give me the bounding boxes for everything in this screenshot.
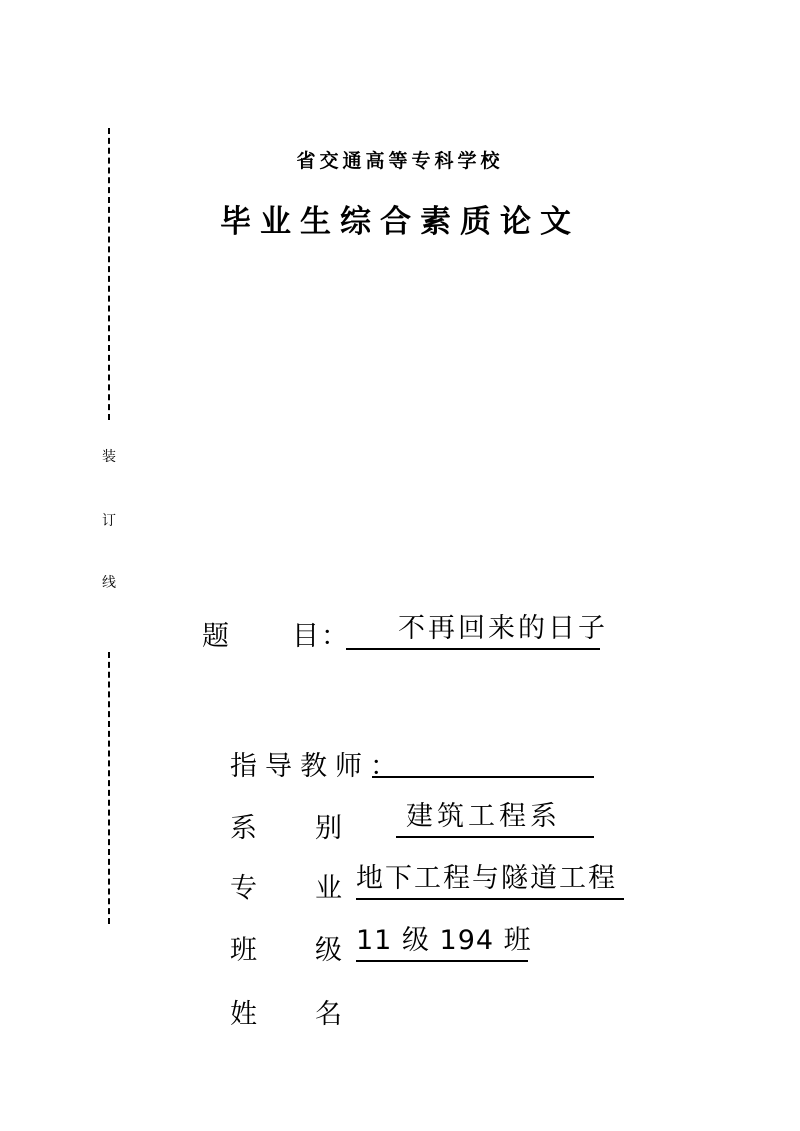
department-value: 建筑工程系 — [396, 800, 594, 838]
advisor-label: 指导教师： — [230, 751, 405, 782]
major-value: 地下工程与隧道工程 — [356, 862, 624, 900]
topic-label-first: 题 — [202, 621, 231, 652]
class-label-second: 级 — [315, 935, 344, 966]
document-title: 毕业生综合素质论文 — [220, 204, 580, 240]
class-label-first: 班 — [230, 935, 259, 966]
topic-label-second: 目： — [292, 621, 350, 652]
school-name: 省交通高等专科学校 — [296, 150, 504, 172]
class-value: 11 级 194 班 — [356, 924, 528, 962]
name-label-first: 姓 — [230, 999, 259, 1030]
major-label-second: 业 — [315, 873, 344, 904]
name-label-second: 名 — [315, 999, 344, 1030]
major-label-first: 专 — [230, 873, 259, 904]
department-label-second: 别 — [315, 813, 344, 844]
topic-value: 不再回来的日子 — [346, 612, 600, 650]
binding-char-3: 线 — [102, 575, 116, 591]
binding-line-bottom — [108, 652, 110, 924]
advisor-field — [372, 740, 594, 778]
department-label-first: 系 — [230, 813, 259, 844]
binding-char-2: 订 — [102, 513, 116, 529]
binding-char-1: 装 — [102, 449, 116, 465]
